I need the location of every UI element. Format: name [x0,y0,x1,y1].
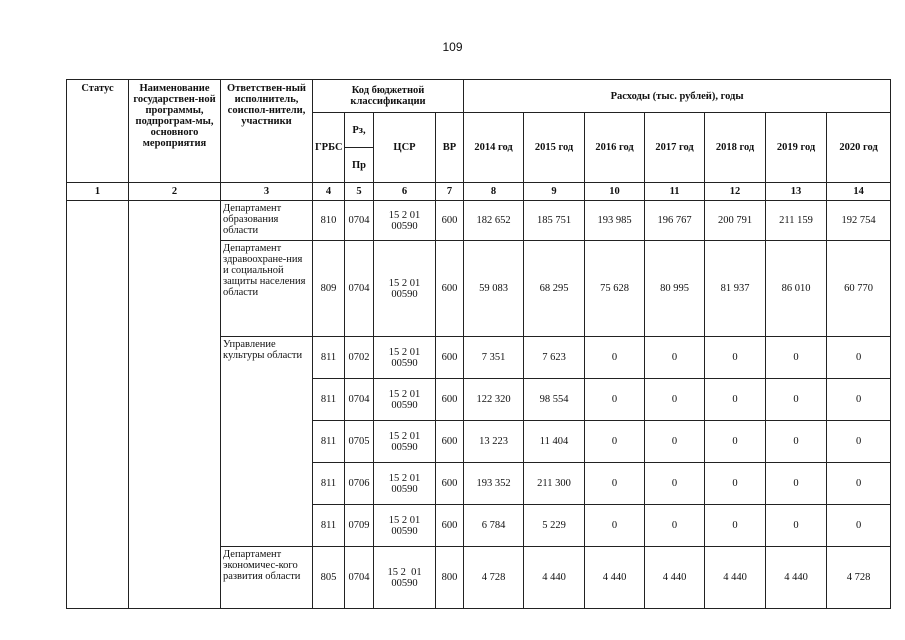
value-cell: 182 652 [464,201,524,241]
header-year: 2018 год [705,113,766,183]
value-cell: 0 [766,379,827,421]
value-cell: 4 440 [705,547,766,609]
value-cell: 4 440 [645,547,705,609]
header-expenses: Расходы (тыс. рублей), годы [464,80,891,113]
value-cell: 0 [827,337,891,379]
header-grbs: ГРБС [313,113,345,183]
value-cell: 211 159 [766,201,827,241]
column-number: 13 [766,183,827,201]
column-number: 12 [705,183,766,201]
csr-code-2: 00590 [391,441,418,453]
executor-cell: Управление культуры области [221,337,313,547]
page-number: 109 [442,40,463,54]
vr-cell: 800 [436,547,464,609]
column-number: 5 [345,183,374,201]
csr-code-1: 15 2 01 [388,277,421,289]
value-cell: 59 083 [464,241,524,337]
csr-code-1: 15 2 01 [388,388,421,400]
value-cell: 0 [645,463,705,505]
csr-code-1: 15 2 01 [388,209,421,221]
vr-cell: 600 [436,379,464,421]
executor-cell: Департамент здравоохране-ния и социальной защиты населения области [221,241,313,337]
value-cell: 0 [645,337,705,379]
value-cell: 0 [705,463,766,505]
grbs-cell: 810 [313,201,345,241]
value-cell: 0 [585,505,645,547]
grbs-cell: 811 [313,463,345,505]
value-cell: 0 [585,379,645,421]
grbs-cell: 811 [313,421,345,463]
executor-cell: Департамент экономичес-кого развития области [221,547,313,609]
rzpr-cell: 0704 [345,379,374,421]
value-cell: 0 [705,505,766,547]
rzpr-cell: 0704 [345,241,374,337]
value-cell: 0 [645,379,705,421]
csr-code-1: 15 2 01 [388,514,421,526]
rzpr-cell: 0706 [345,463,374,505]
grbs-cell: 811 [313,379,345,421]
csr-cell [374,547,436,609]
header-responsible: Ответствен-ный исполнитель, соиспол-нители, участники [221,80,313,183]
value-cell: 211 300 [524,463,585,505]
column-number: 11 [645,183,705,201]
value-cell: 0 [645,421,705,463]
budget-table [66,79,891,609]
csr-code-2: 00590 [391,577,418,589]
csr-cell [374,241,436,337]
csr-cell [374,201,436,241]
csr-code-1: 15 2 01 [388,346,421,358]
value-cell: 196 767 [645,201,705,241]
value-cell: 122 320 [464,379,524,421]
grbs-cell: 811 [313,505,345,547]
value-cell: 185 751 [524,201,585,241]
csr-cell [374,337,436,379]
csr-cell [374,421,436,463]
value-cell: 68 295 [524,241,585,337]
grbs-cell: 809 [313,241,345,337]
header-year: 2019 год [766,113,827,183]
value-cell: 0 [766,505,827,547]
csr-code-1: 15 2 01 [387,566,422,578]
header-csr: ЦСР [374,113,436,183]
csr-code-1: 15 2 01 [388,430,421,442]
value-cell: 0 [585,463,645,505]
header-rz: Рз, [345,113,374,148]
value-cell: 0 [827,379,891,421]
column-number: 1 [67,183,129,201]
value-cell: 4 440 [766,547,827,609]
column-number: 4 [313,183,345,201]
header-year: 2017 год [645,113,705,183]
value-cell: 7 623 [524,337,585,379]
column-number: 10 [585,183,645,201]
csr-code-2: 00590 [391,220,418,232]
header-pr: Пр [345,148,374,183]
grbs-cell: 805 [313,547,345,609]
value-cell: 98 554 [524,379,585,421]
header-year: 2020 год [827,113,891,183]
column-number: 8 [464,183,524,201]
value-cell: 0 [645,505,705,547]
program-name-cell [129,201,221,609]
value-cell: 193 352 [464,463,524,505]
rzpr-cell: 0704 [345,547,374,609]
column-number: 14 [827,183,891,201]
table-row [67,201,891,241]
column-number: 7 [436,183,464,201]
vr-cell: 600 [436,201,464,241]
vr-cell: 600 [436,463,464,505]
executor-cell: Департамент образования области [221,201,313,241]
csr-code-2: 00590 [391,399,418,411]
header-year: 2014 год [464,113,524,183]
value-cell: 86 010 [766,241,827,337]
header-vr: ВР [436,113,464,183]
value-cell: 7 351 [464,337,524,379]
value-cell: 0 [827,505,891,547]
csr-cell [374,463,436,505]
value-cell: 5 229 [524,505,585,547]
vr-cell: 600 [436,241,464,337]
header-year: 2016 год [585,113,645,183]
column-number: 9 [524,183,585,201]
value-cell: 0 [705,337,766,379]
value-cell: 75 628 [585,241,645,337]
value-cell: 0 [766,463,827,505]
value-cell: 4 440 [524,547,585,609]
value-cell: 4 728 [464,547,524,609]
value-cell: 11 404 [524,421,585,463]
value-cell: 0 [827,421,891,463]
column-number: 6 [374,183,436,201]
column-number: 3 [221,183,313,201]
header-year: 2015 год [524,113,585,183]
value-cell: 192 754 [827,201,891,241]
value-cell: 200 791 [705,201,766,241]
header-status: Статус [67,80,129,183]
vr-cell: 600 [436,421,464,463]
value-cell: 0 [766,421,827,463]
csr-code-2: 00590 [391,357,418,369]
vr-cell: 600 [436,337,464,379]
csr-cell [374,379,436,421]
rzpr-cell: 0709 [345,505,374,547]
rzpr-cell: 0704 [345,201,374,241]
csr-code-2: 00590 [391,483,418,495]
status-cell [67,201,129,609]
value-cell: 4 728 [827,547,891,609]
value-cell: 0 [766,337,827,379]
rzpr-cell: 0705 [345,421,374,463]
value-cell: 193 985 [585,201,645,241]
csr-code-1: 15 2 01 [388,472,421,484]
value-cell: 60 770 [827,241,891,337]
value-cell: 0 [705,421,766,463]
header-name: Наименование государствен-ной программы, подпрограм-мы, основного мероприятия [129,80,221,183]
value-cell: 81 937 [705,241,766,337]
grbs-cell: 811 [313,337,345,379]
value-cell: 0 [585,337,645,379]
value-cell: 4 440 [585,547,645,609]
value-cell: 80 995 [645,241,705,337]
value-cell: 0 [585,421,645,463]
value-cell: 13 223 [464,421,524,463]
vr-cell: 600 [436,505,464,547]
csr-code-2: 00590 [391,288,418,300]
column-number: 2 [129,183,221,201]
header-budget-code: Код бюджетной классификации [313,80,464,113]
value-cell: 0 [827,463,891,505]
value-cell: 0 [705,379,766,421]
value-cell: 6 784 [464,505,524,547]
rzpr-cell: 0702 [345,337,374,379]
csr-code-2: 00590 [391,525,418,537]
csr-cell [374,505,436,547]
